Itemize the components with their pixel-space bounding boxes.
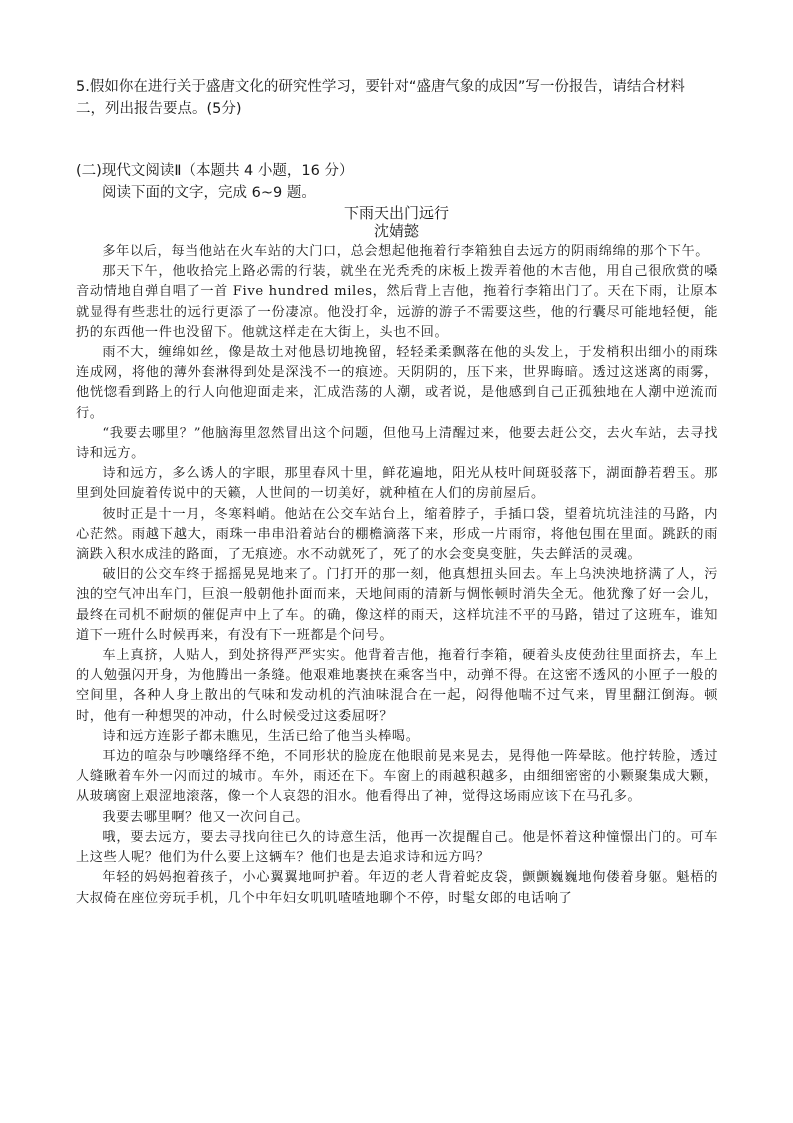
article-paragraph: 年轻的妈妈抱着孩子，小心翼翼地呵护着。年迈的老人背着蛇皮袋，颤颤巍巍地佝偻着身躯。魁梧的大叔倚在座位旁玩手机，几个中年妇女叽叽喳喳地聊个不停，时髦女郎的电话响了 [76,870,718,906]
section-heading: (二)现代文阅读Ⅱ（本题共 4 小题，16 分） [76,163,354,179]
article-paragraph: 破旧的公交车终于摇摇晃晃地来了。门打开的那一刻，他真想扭头回去。车上乌泱泱地挤满了人，污浊的空气冲出车门，巨浪一般朝他扑面而来，天地间雨的清新与惆怅顿时消失全无。他犹豫了好一会儿，最终在司机不耐烦的催促声中上了车。的确，像这样的雨天，这样坑洼不平的马路，错过了这班车，谁知道下一班什么时候再来，有没有下一班都是个问号。 [76,567,718,643]
article-author: 沈婧懿 [373,222,419,240]
article-body [76,242,718,909]
article-paragraph: 诗和远方，多么诱人的字眼，那里春风十里，鲜花遍地，阳光从枝叶间斑驳落下，湖面静若碧玉。那里到处回旋着传说中的天籁，人世间的一切美好，就种植在人们的房前屋后。 [76,466,718,502]
question-5-text: 5.假如你在进行关于盛唐文化的研究性学习，要针对“盛唐气象的成因”写一份报告，请结合材料二，列出报告要点。(5分) [76,79,685,117]
article-title: 下雨天出门远行 [343,204,449,222]
article-paragraph: 我要去哪里啊？他又一次问自己。 [102,809,310,825]
article-paragraph: 那天下午，他收拾完上路必需的行装，就坐在光秃秃的床板上拨弄着他的木吉他，用自己很欣赏的嗓音动情地自弹自唱了一首 Five hundred miles，然后背上吉他，拖着行李箱出门了。天在下雨，让原本就显得有些悲壮的远行更添了一份凄凉。他没打伞，远游的游子不需要这些，他的行囊尽可能地轻便，能扔的东西他一件也没留下。他就这样走在大街上，头也不回。 [76,264,718,340]
article-paragraph: “我要去哪里？”他脑海里忽然冒出这个问题，但他马上清醒过来，他要去赶公交，去火车站，去寻找诗和远方。 [76,425,718,462]
section-instruction: 阅读下面的文字，完成 6~9 题。 [102,185,316,201]
article-paragraph: 车上真挤，人贴人，到处挤得严严实实。他背着吉他，拖着行李箱，硬着头皮使劲往里面挤去，车上的人勉强闪开身，为他腾出一条缝。他艰难地裹挟在乘客当中，动弹不得。在这密不透风的小匣子一般的空间里，各种人身上散出的气味和发动机的汽油味混合在一起，闷得他喘不过气来，胃里翻江倒海。顿时，他有一种想哭的冲动，什么时候受过这委屈呀？ [76,648,718,724]
article-paragraph: 耳边的喧杂与吵嚷络绎不绝，不同形状的脸庞在他眼前晃来晃去，晃得他一阵晕眩。他拧转脸，透过人缝瞅着车外一闪而过的城市。车外，雨还在下。车窗上的雨越积越多，由细细密密的小颗聚集成大颗，从玻璃窗上艰涩地滚落，像一个人哀怨的泪水。他看得出了神，觉得这场雨应该下在马孔多。 [76,749,718,805]
article-paragraph: 哦，要去远方，要去寻找向往已久的诗意生活，他再一次提醒自己。他是怀着这种憧憬出门的。可车上这些人呢？他们为什么要上这辆车？他们也是去追求诗和远方吗？ [76,829,718,866]
question-5 [76,76,706,120]
article-paragraph: 雨不大，缠绵如丝，像是故土对他恳切地挽留，轻轻柔柔飘落在他的头发上，于发梢积出细小的雨珠连成网，将他的薄外套淋得到处是深浅不一的痕迹。天阴阴的，压下来，世界晦暗。透过这迷离的雨雾，他恍惚看到路上的行人向他迎面走来，汇成浩荡的人潮，或者说，是他感到自己正孤独地在人潮中逆流而行。 [76,345,718,421]
article-paragraph: 彼时正是十一月，冬寒料峭。他站在公交车站台上，缩着脖子，手插口袋，望着坑坑洼洼的马路，内心茫然。雨越下越大，雨珠一串串沿着站台的棚檐滴落下来，形成一片雨帘，将他包围在里面。跳跃的雨滴跌入积水成洼的路面，了无痕迹。水不动就死了，死了的水会变臭变脏，失去鲜活的灵魂。 [76,506,718,563]
article-paragraph: 多年以后，每当他站在火车站的大门口，总会想起他拖着行李箱独自去远方的阴雨绵绵的那个下午。 [102,244,710,259]
article-paragraph: 诗和远方连影子都未瞧见，生活已给了他当头棒喝。 [102,728,420,744]
